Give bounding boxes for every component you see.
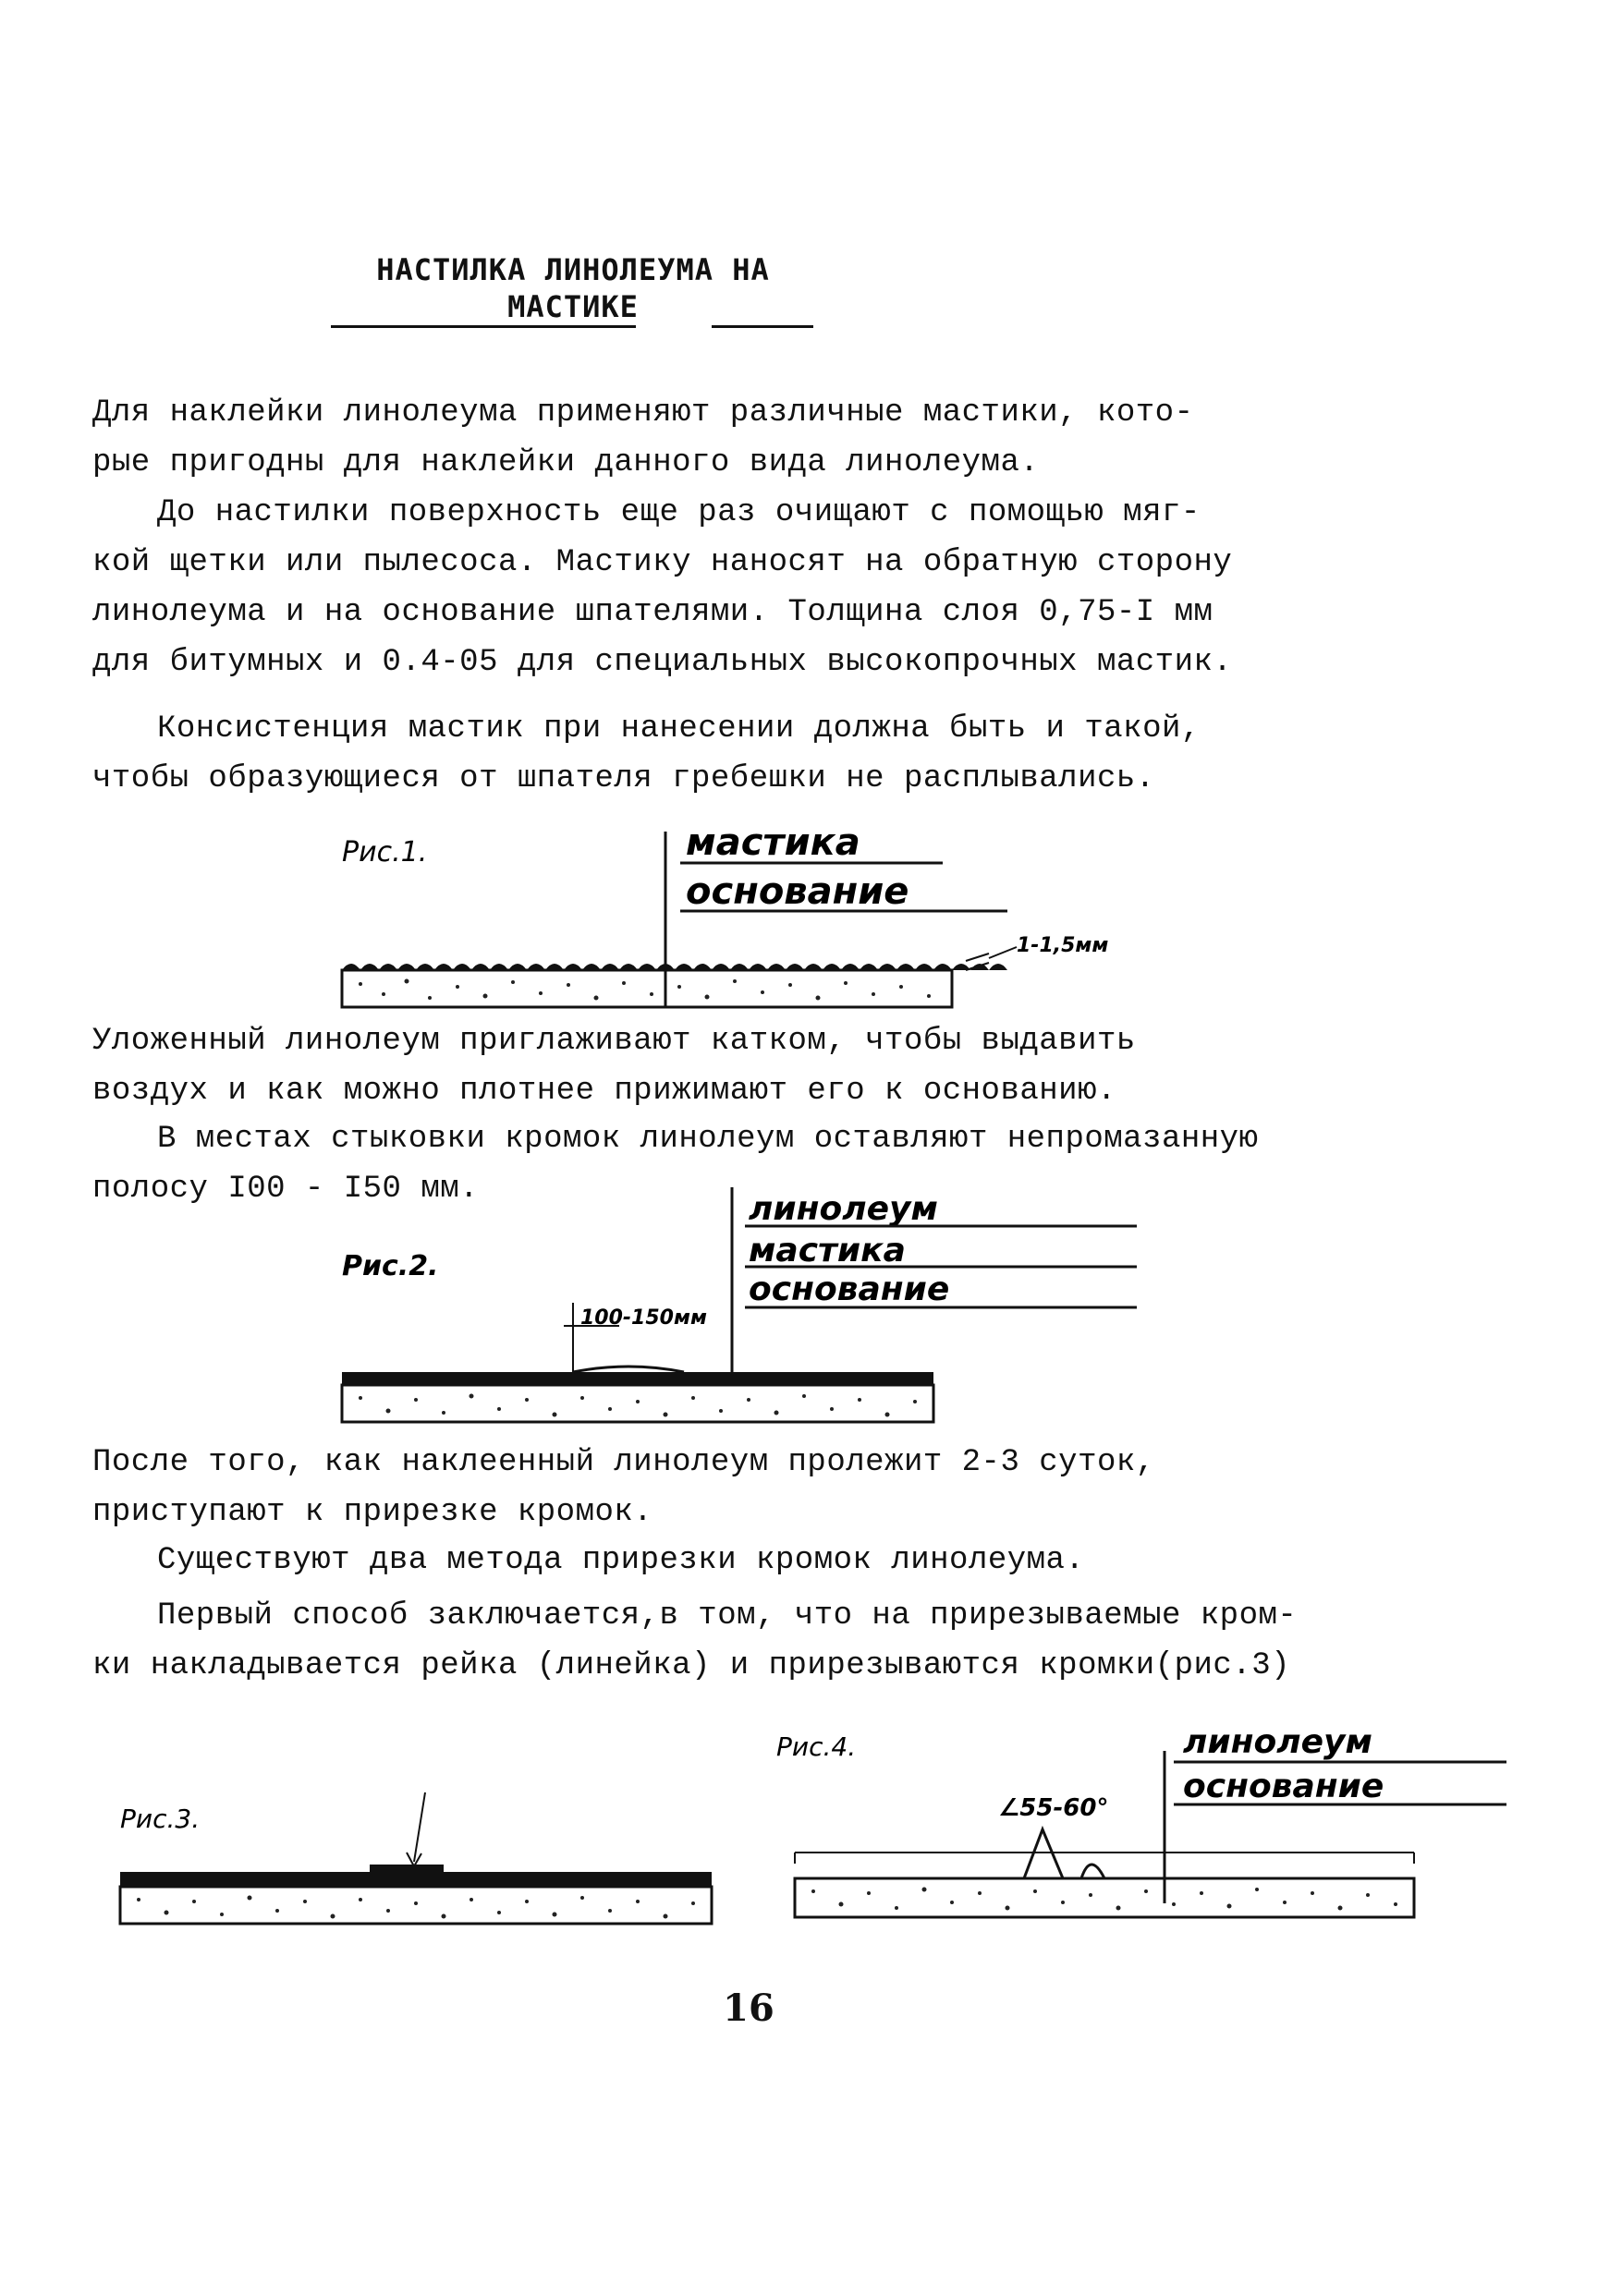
paragraph-3 [92,704,1479,804]
figure-2-label-mastic: мастика [749,1232,906,1269]
text-line: чтобы образующиеся от шпателя гребешки не расплывались. [92,761,1155,796]
text-line: рые пригодны для наклейки данного вида линолеума. [92,445,1040,480]
text-line: кой щетки или пылесоса. Мастику наносят на обратную сторону [92,545,1233,580]
paragraph-6 [92,1438,1479,1537]
figure-1 [342,813,1174,1016]
page-title [333,251,813,325]
text-line: приступают к прирезке кромок. [92,1495,653,1530]
figure-2-label-linoleum: линолеум [749,1190,938,1228]
page-number: 16 [723,1986,774,2030]
figure-3-caption: Рис.3. [120,1804,201,1834]
text-line: До настилки поверхность еще раз очищают с помощью мяг- [157,495,1201,530]
text-line: ки накладывается рейка (линейка) и прирезываются кромки(рис.3) [92,1648,1291,1683]
figure-2-label-base: основание [749,1270,950,1308]
text-line: Консистенция мастик при нанесении должна быть и такой, [157,711,1201,747]
figure-1-dimension: 1-1,5мм [1017,934,1109,957]
paragraph-4 [92,1016,1479,1116]
figure-4-label-linoleum: линолеум [1183,1723,1372,1761]
figure-1-label-base: основание [686,870,909,913]
paragraph-2 [92,488,1479,687]
text-line: для битумных и 0.4-05 для специальных высокопрочных мастик. [92,645,1233,680]
figure-3 [120,1774,749,1940]
text-line: воздух и как можно плотнее прижимают его к основанию. [92,1074,1116,1109]
text-line: После того, как наклеенный линолеум пролежит 2-3 суток, [92,1445,1155,1480]
title-underline-left [331,325,636,328]
figure-1-caption: Рис.1. [342,836,428,869]
figure-1-label-mastic: мастика [686,821,860,864]
figure-2 [342,1187,1174,1427]
figure-4-angle: ∠55-60° [998,1794,1109,1822]
text-line: В местах стыковки кромок линолеум оставляют непромазанную [157,1122,1259,1157]
text-line: Первый способ заключается,в том, что на прирезываемые кром- [157,1598,1298,1634]
figure-4 [776,1714,1516,1936]
title-line-2: МАСТИКЕ [507,289,639,324]
title-underline-right [712,325,813,328]
figure-4-label-base: основание [1183,1768,1384,1805]
paragraph-1 [92,388,1479,488]
paragraph-8 [92,1591,1479,1691]
figure-4-caption: Рис.4. [776,1731,857,1762]
text-line: Существуют два метода прирезки кромок линолеума. [157,1543,1085,1578]
text-line: Уложенный линолеум приглаживают катком, чтобы выдавить [92,1024,1136,1059]
title-line-1: НАСТИЛКА ЛИНОЛЕУМА НА [376,252,770,287]
text-line: полосу I00 - I50 мм. [92,1172,480,1207]
paragraph-7 [92,1536,1479,1585]
text-line: линолеума и на основание шпателями. Толщина слоя 0,75-I мм [92,595,1213,630]
text-line: Для наклейки линолеума применяют различные мастики, кото- [92,395,1194,431]
figure-2-dimension: 100-150мм [580,1306,707,1330]
figure-2-caption: Рис.2. [342,1250,439,1282]
